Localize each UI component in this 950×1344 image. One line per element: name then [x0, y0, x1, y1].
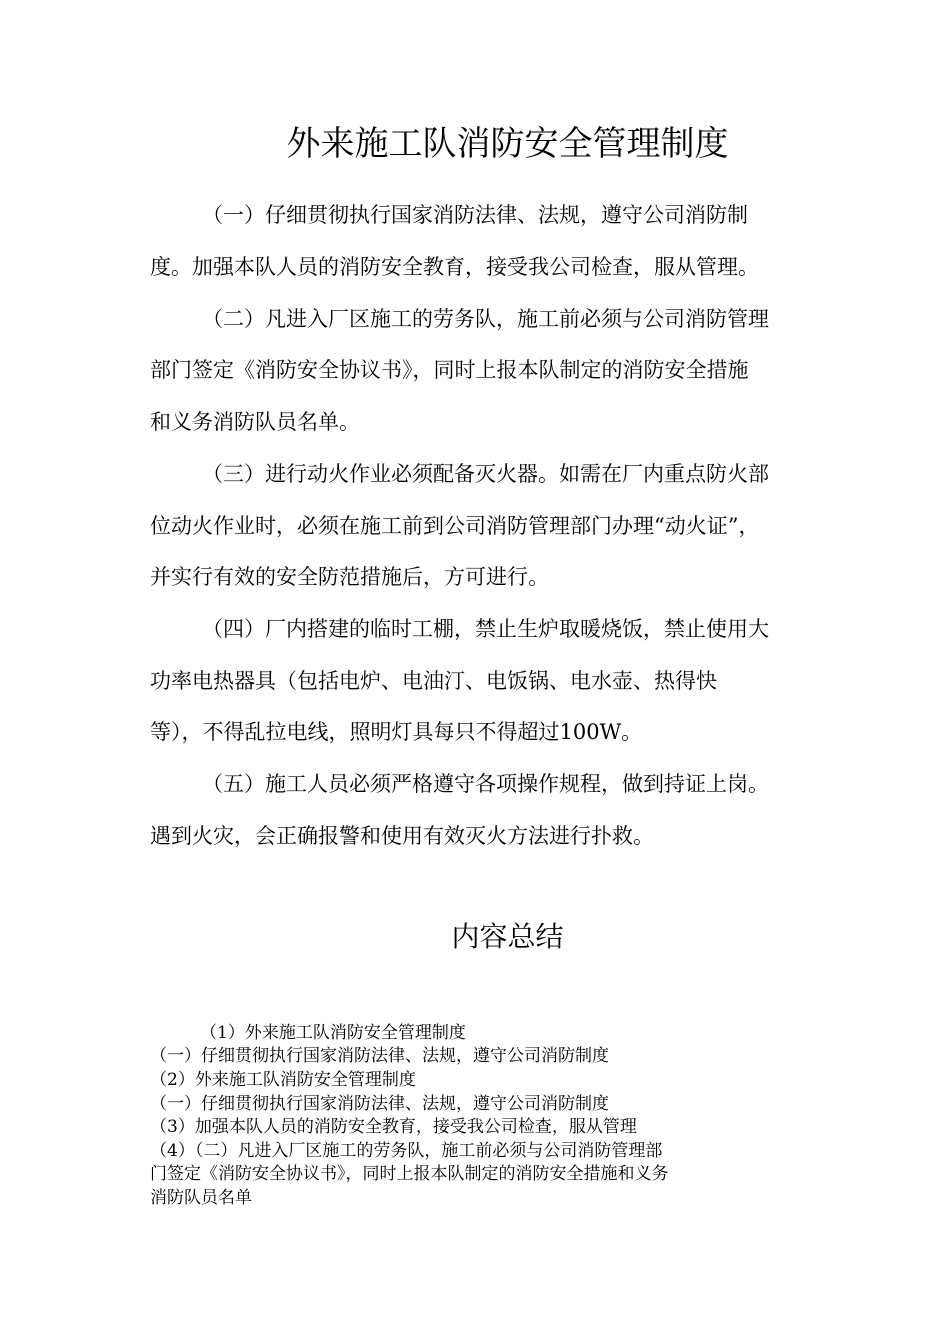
paragraph-line: （一）仔细贯彻执行国家消防法律、法规，遵守公司消防制 — [202, 203, 748, 227]
paragraph-line: 和义务消防队员名单。 — [150, 410, 360, 434]
summary-line: （1）外来施工队消防安全管理制度 — [200, 1023, 466, 1043]
summary-line: （4）（二）凡进入厂区施工的劳务队，施工前必须与公司消防管理部 — [150, 1141, 663, 1161]
summary-line: （2）外来施工队消防安全管理制度 — [150, 1070, 416, 1090]
summary-line: 消防队员名单 — [150, 1188, 252, 1208]
summary-line: （3）加强本队人员的消防安全教育，接受我公司检查，服从管理 — [150, 1117, 637, 1137]
paragraph-line: 功率电热器具（包括电炉、电油汀、电饭锅、电水壶、热得快 — [150, 669, 717, 693]
summary-title: 内容总结 — [451, 920, 564, 953]
paragraph-line: 遇到火灾，会正确报警和使用有效灭火方法进行扑救。 — [150, 824, 654, 848]
summary-line: 门签定《消防安全协议书》，同时上报本队制定的消防安全措施和义务 — [150, 1164, 669, 1184]
paragraph-line: （三）进行动火作业必须配备灭火器。如需在厂内重点防火部 — [202, 462, 769, 486]
page-title: 外来施工队消防安全管理制度 — [286, 124, 729, 164]
paragraph-line: （二）凡进入厂区施工的劳务队，施工前必须与公司消防管理 — [202, 307, 769, 331]
paragraph-line: 部门签定《消防安全协议书》，同时上报本队制定的消防安全措施 — [150, 358, 749, 382]
paragraph-line: （五）施工人员必须严格遵守各项操作规程，做到持证上岗。 — [202, 772, 769, 796]
paragraph-line: 等），不得乱拉电线，照明灯具每只不得超过100W。 — [150, 720, 643, 744]
summary-line: （一）仔细贯彻执行国家消防法律、法规，遵守公司消防制度 — [150, 1046, 609, 1066]
paragraph-line: （四）厂内搭建的临时工棚，禁止生炉取暖烧饭，禁止使用大 — [202, 617, 769, 641]
paragraph-line: 位动火作业时，必须在施工前到公司消防管理部门办理“动火证”， — [150, 514, 760, 538]
summary-line: （一）仔细贯彻执行国家消防法律、法规，遵守公司消防制度 — [150, 1094, 609, 1114]
paragraph-line: 度。加强本队人员的消防安全教育，接受我公司检查，服从管理。 — [150, 255, 759, 279]
paragraph-line: 并实行有效的安全防范措施后，方可进行。 — [150, 565, 549, 589]
